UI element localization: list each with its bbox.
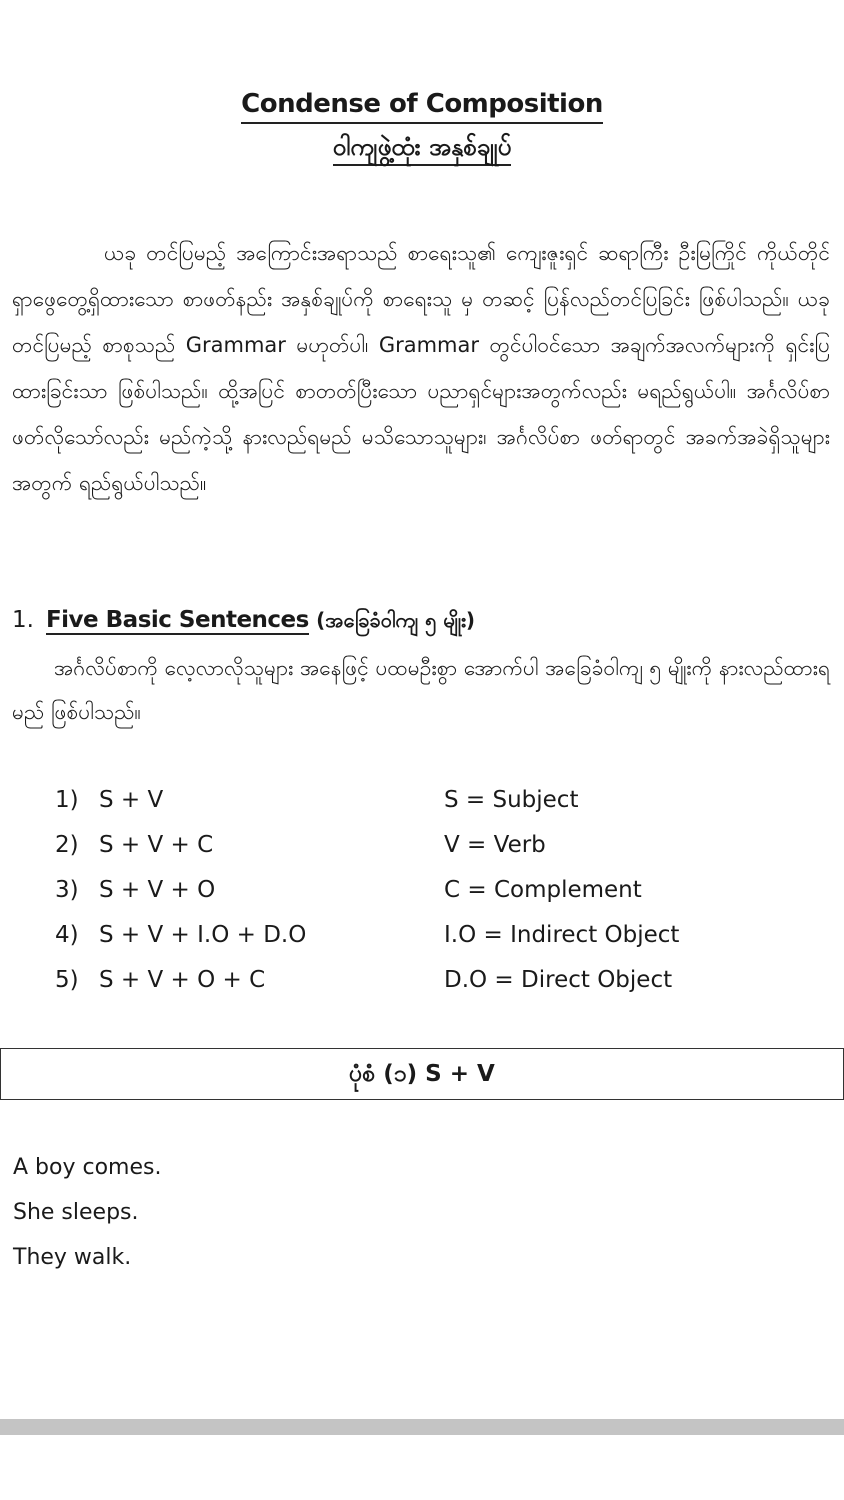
pattern-number: 5) bbox=[55, 967, 79, 993]
pattern-row bbox=[55, 913, 795, 958]
title-block bbox=[0, 88, 844, 166]
section-title-myanmar: (အခြေခံဝါကျ ၅ မျိုး) bbox=[316, 608, 476, 632]
pattern-number: 4) bbox=[55, 922, 79, 948]
example-sentence: They walk. bbox=[13, 1245, 132, 1270]
pattern-formula: S + V + O bbox=[99, 877, 216, 903]
example-list bbox=[13, 1145, 613, 1280]
example-sentence: A boy comes. bbox=[13, 1155, 162, 1180]
title-myanmar: ဝါကျဖွဲ့ထုံး အနှစ်ချုပ် bbox=[333, 130, 512, 166]
form-heading-label: ပုံစံ (၁) S + V bbox=[349, 1061, 495, 1087]
pattern-list bbox=[55, 778, 795, 1003]
pattern-number: 3) bbox=[55, 877, 79, 903]
form-heading-box bbox=[0, 1048, 844, 1100]
section-heading bbox=[12, 600, 830, 640]
pattern-number: 2) bbox=[55, 832, 79, 858]
pattern-number: 1) bbox=[55, 787, 79, 813]
pattern-definition: C = Complement bbox=[444, 877, 642, 903]
pattern-formula: S + V + C bbox=[99, 832, 214, 858]
section-title-english: Five Basic Sentences bbox=[45, 607, 309, 633]
pattern-row bbox=[55, 958, 795, 1003]
pattern-row bbox=[55, 823, 795, 868]
pattern-row bbox=[55, 778, 795, 823]
intro-paragraph: ယခု တင်ပြမည့် အကြောင်းအရာသည် စာရေးသူ၏ ကျေးဇူးရှင် ဆရာကြီး ဦးမြကြိုင် ကိုယ်တိုင် ရှာဖွေတွေ့ရှိထားသော စာဖတ်နည်း အနှစ်ချုပ်ကို စာရေးသူ မှ တဆင့် ပြန်လည်တင်ပြခြင်း ဖြစ်ပါသည်။ ယခု တင်ပြမည့် စာစုသည် Grammar မဟုတ်ပါ၊ Grammar တွင်ပါဝင်သော အချက်အလက်များကို ရှင်းပြထားခြင်းသာ ဖြစ်ပါသည်။ ထို့အပြင် စာတတ်ပြီးသော ပညာရှင်များအတွက်လည်း မရည်ရွယ်ပါ။ အင်္ဂလိပ်စာ ဖတ်လိုသော်လည်း မည်ကဲ့သို့ နားလည်ရမည် မသိသောသူများ၊ အင်္ဂလိပ်စာ ဖတ်ရာတွင် အခက်အခဲရှိသူများ အတွက် ရည်ရွယ်ပါသည်။ bbox=[12, 241, 830, 495]
example-sentence: She sleeps. bbox=[13, 1200, 139, 1225]
title-english: Condense of Composition bbox=[241, 88, 603, 124]
pattern-formula: S + V bbox=[99, 787, 164, 813]
bottom-divider-bar bbox=[0, 1419, 844, 1435]
section-number: 1. bbox=[12, 607, 34, 633]
pattern-row bbox=[55, 868, 795, 913]
pattern-formula: S + V + I.O + D.O bbox=[99, 922, 307, 948]
pattern-definition: S = Subject bbox=[444, 787, 579, 813]
pattern-definition: D.O = Direct Object bbox=[444, 967, 673, 993]
pattern-definition: I.O = Indirect Object bbox=[444, 922, 680, 948]
pattern-formula: S + V + O + C bbox=[99, 967, 266, 993]
pattern-definition: V = Verb bbox=[444, 832, 546, 858]
section-body: အင်္ဂလိပ်စာကို လေ့လာလိုသူများ အနေဖြင့် ပထမဦးစွာ အောက်ပါ အခြေခံဝါကျ ၅ မျိုးကို နားလည်ထားရမည် ဖြစ်ပါသည်။ bbox=[12, 656, 830, 724]
